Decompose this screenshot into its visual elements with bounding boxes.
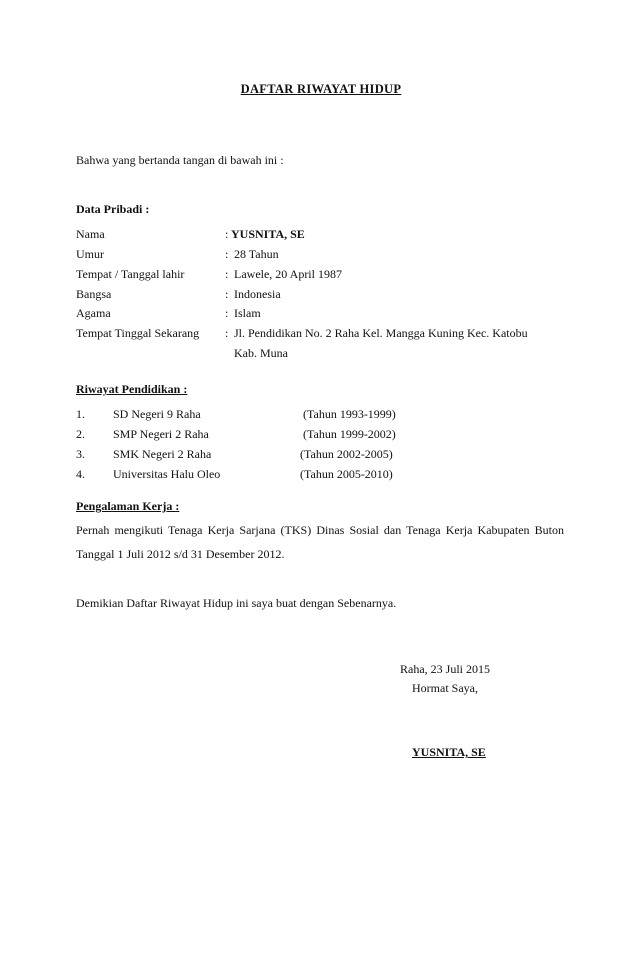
personal-label: Tempat / Tanggal lahir <box>76 267 185 281</box>
personal-address-continuation: Kab. Muna <box>234 346 288 360</box>
personal-label: Umur <box>76 247 104 261</box>
closing-statement: Demikian Daftar Riwayat Hidup ini saya buat dengan Sebenarnya. <box>76 596 397 610</box>
education-years: (Tahun 2002-2005) <box>300 447 393 461</box>
personal-value-name: YUSNITA, SE <box>231 227 305 241</box>
education-number: 4. <box>76 467 85 481</box>
personal-separator: : <box>225 326 229 340</box>
education-years: (Tahun 1999-2002) <box>303 427 396 441</box>
education-years: (Tahun 2005-2010) <box>300 467 393 481</box>
education-school: Universitas Halu Oleo <box>113 467 221 481</box>
signature-place-date: Raha, 23 Juli 2015 <box>400 662 490 676</box>
work-description-line1: Pernah mengikuti Tenaga Kerja Sarjana (TKS) Dinas Sosial dan Tenaga Kerja Kabupaten Buton <box>76 523 564 537</box>
education-number: 2. <box>76 427 85 441</box>
signature-name: YUSNITA, SE <box>412 745 486 759</box>
education-school: SMP Negeri 2 Raha <box>113 427 209 441</box>
personal-value: Indonesia <box>234 287 281 301</box>
personal-separator: : <box>225 287 229 301</box>
personal-separator: : <box>225 267 229 281</box>
personal-label: Nama <box>76 227 105 241</box>
education-years: (Tahun 1993-1999) <box>303 407 396 421</box>
intro-text: Bahwa yang bertanda tangan di bawah ini : <box>76 153 284 167</box>
personal-value-address: Jl. Pendidikan No. 2 Raha Kel. Mangga Kuning Kec. Katobu <box>234 326 528 340</box>
education-number: 1. <box>76 407 85 421</box>
personal-value: Lawele, 20 April 1987 <box>234 267 342 281</box>
personal-label: Agama <box>76 306 111 320</box>
personal-separator: : <box>225 247 229 261</box>
personal-value: Islam <box>234 306 261 320</box>
personal-separator: : <box>225 306 229 320</box>
personal-label: Tempat Tinggal Sekarang <box>76 326 200 340</box>
document-title: DAFTAR RIWAYAT HIDUP <box>240 82 402 96</box>
personal-value: 28 Tahun <box>234 247 279 261</box>
education-school: SMK Negeri 2 Raha <box>113 447 212 461</box>
signature-greeting: Hormat Saya, <box>412 681 478 695</box>
education-school: SD Negeri 9 Raha <box>113 407 201 421</box>
education-heading: Riwayat Pendidikan : <box>76 382 188 396</box>
work-heading: Pengalaman Kerja : <box>76 499 180 513</box>
personal-separator: : <box>225 227 229 241</box>
work-description-line2: Tanggal 1 Juli 2012 s/d 31 Desember 2012. <box>76 547 285 561</box>
personal-heading: Data Pribadi : <box>76 202 150 216</box>
education-number: 3. <box>76 447 85 461</box>
personal-label: Bangsa <box>76 287 112 301</box>
